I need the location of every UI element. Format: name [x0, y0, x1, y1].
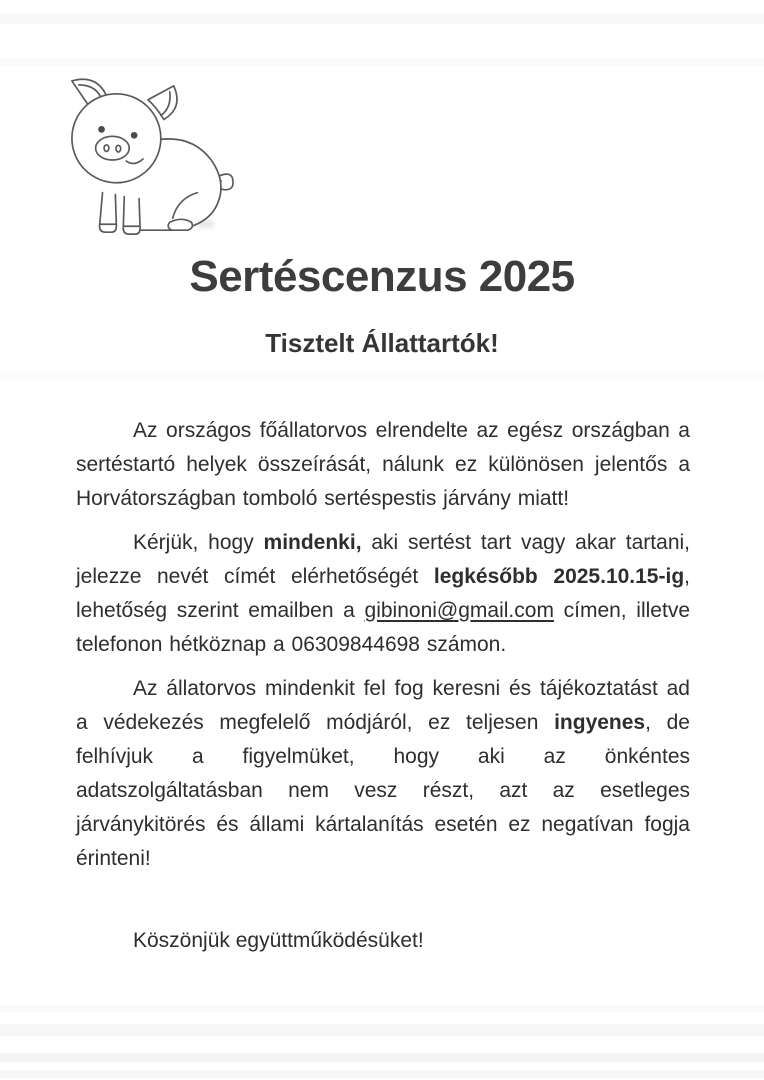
scan-noise-band — [0, 1024, 764, 1036]
text-segment: ingyenes — [554, 711, 646, 734]
salutation-line: Tisztelt Állattartók! — [265, 328, 499, 358]
text-segment: aki sertést tart vagy akar tartani, jelezze nevét címét elérhetőségét — [76, 531, 690, 588]
scan-smudge-artifact — [196, 220, 214, 228]
text-segment: , de felhívjuk a figyelmüket, hogy aki az önkéntes adatszolgáltatásban nem vesz részt, azt az esetleges járványkitörés és állami kártalanítás esetén ez negatívan fogja érinteni! — [76, 711, 690, 870]
scan-noise-band — [0, 1053, 764, 1062]
text-segment: Az országos főállatorvos elrendelte az egész országban a sertéstartó helyek összeírását, nálunk ez különösen jelentős a Horvátországban tomboló sertéspestis járvány miatt! — [76, 419, 690, 510]
paragraph — [76, 672, 690, 876]
document-title: Sertéscenzus 2025 — [189, 252, 575, 301]
scan-noise-band — [0, 58, 764, 66]
scan-noise-band — [0, 1070, 764, 1078]
deadline-date: legkésőbb 2025.10.15-ig — [433, 565, 685, 588]
paragraph — [76, 526, 690, 662]
text-segment: , lehetőség szerint emailben a — [76, 565, 690, 622]
email-address: gibinoni@gmail.com — [364, 599, 554, 622]
scan-noise-band — [0, 14, 764, 24]
text-segment: számon. — [420, 633, 507, 656]
scan-noise-band — [0, 372, 764, 381]
body-paragraphs — [76, 414, 690, 979]
text-segment: Az állatorvos mindenkit fel fog keresni és tájékoztatást ad a védekezés megfelelő módjáról, ez teljesen — [76, 677, 690, 734]
text-segment: Kérjük, hogy — [133, 531, 264, 554]
scan-noise-band — [0, 1005, 764, 1012]
text-segment: mindenki, — [263, 531, 362, 554]
phone-number: 06309844698 — [291, 633, 420, 656]
paragraph — [76, 414, 690, 516]
closing-line: Köszönjük együttműködésüket! — [133, 929, 424, 952]
text-segment: címen, illetve telefonon hétköznap a — [76, 599, 690, 656]
